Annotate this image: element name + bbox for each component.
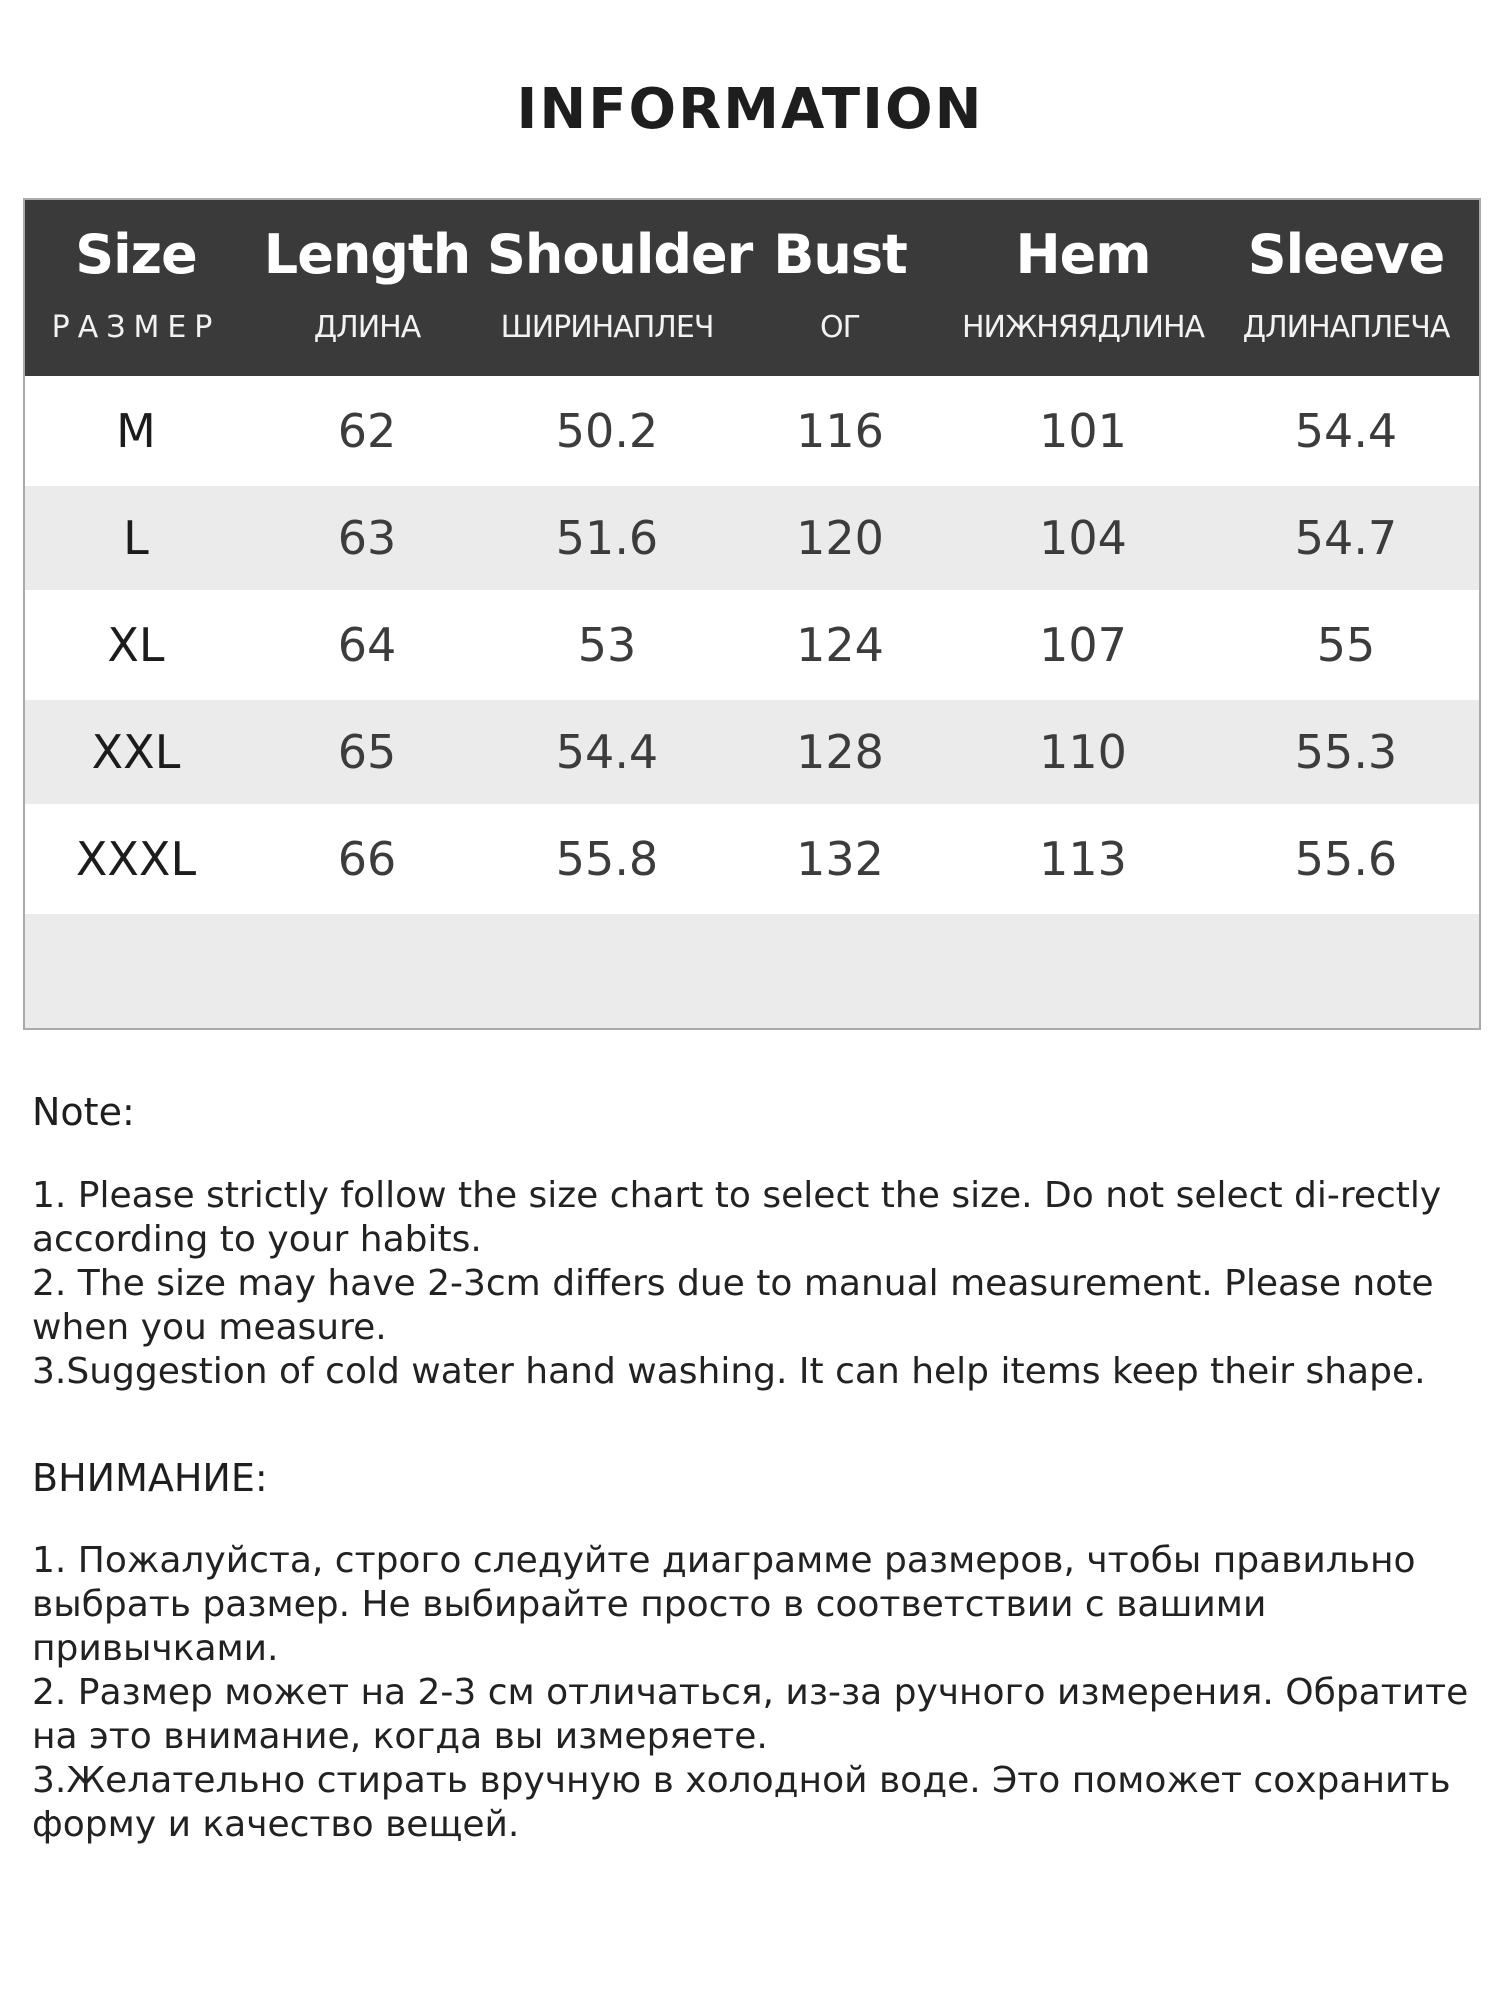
cell-size: L <box>123 511 149 565</box>
note-item: 3.Suggestion of cold water hand washing. It can help items keep their shape. <box>32 1350 1426 1392</box>
cell-size: M <box>116 404 156 458</box>
header-label: Hem <box>1015 223 1151 286</box>
cell-shoulder: 53 <box>577 618 637 672</box>
header-label: Length <box>263 223 471 286</box>
size-table <box>23 198 1481 1030</box>
cell-hem: 101 <box>1039 404 1127 458</box>
note-item: 2. Размер может на 2-3 см отличаться, из-за ручного измерения. Обратите на это внимание, когда вы измеряете. <box>32 1672 1469 1758</box>
header-label: Shoulder <box>487 223 753 286</box>
table-row <box>25 486 1479 590</box>
cell-size: XXXL <box>75 832 197 886</box>
table-row <box>25 804 1479 914</box>
table-row <box>25 700 1479 804</box>
header-sublabel: РАЗМЕР <box>51 310 221 345</box>
header-label: Sleeve <box>1247 223 1445 286</box>
note-item: 1. Please strictly follow the size chart to select the size. Do not select di-rectly according to your habits. <box>32 1174 1442 1260</box>
header-hem <box>953 200 1213 376</box>
cell-length: 63 <box>337 511 397 565</box>
note-heading-ru: ВНИМАНИЕ: <box>32 1455 268 1500</box>
header-sublabel: НИЖНЯЯДЛИНА <box>961 310 1205 345</box>
cell-shoulder: 51.6 <box>555 511 659 565</box>
cell-sleeve: 55.6 <box>1294 832 1398 886</box>
note-item: 1. Пожалуйста, строго следуйте диаграмме размеров, чтобы правильно выбрать размер. Не выбирайте просто в соответствии с вашими привычками. <box>32 1540 1416 1670</box>
header-sublabel: ШИРИНАПЛЕЧ <box>500 310 714 345</box>
cell-shoulder: 50.2 <box>555 404 659 458</box>
cell-hem: 104 <box>1039 511 1127 565</box>
cell-hem: 107 <box>1039 618 1127 672</box>
header-sublabel: ОГ <box>820 310 860 345</box>
header-sublabel: ДЛИНА <box>313 310 421 345</box>
cell-shoulder: 55.8 <box>555 832 659 886</box>
cell-sleeve: 54.7 <box>1294 511 1398 565</box>
note-item: 3.Желательно стирать вручную в холодной воде. Это поможет сохранить форму и качество вещей. <box>32 1760 1451 1846</box>
header-size <box>25 200 247 376</box>
note-list <box>32 1174 1472 1394</box>
cell-size: XL <box>107 618 165 672</box>
header-bust <box>727 200 953 376</box>
cell-bust: 132 <box>796 832 884 886</box>
note-heading: Note: <box>32 1090 135 1134</box>
cell-sleeve: 54.4 <box>1294 404 1398 458</box>
note-item: 2. The size may have 2-3cm differs due to manual measurement. Please note when you measure. <box>32 1262 1434 1348</box>
header-shoulder <box>487 200 753 376</box>
cell-length: 66 <box>337 832 397 886</box>
cell-shoulder: 54.4 <box>555 725 659 779</box>
page-title: INFORMATION <box>516 77 984 142</box>
header-label: Size <box>75 223 197 286</box>
cell-hem: 110 <box>1039 725 1127 779</box>
table-header <box>25 200 1479 376</box>
note-list-ru <box>32 1539 1472 1847</box>
table-row <box>25 590 1479 700</box>
table-row <box>25 376 1479 486</box>
cell-bust: 128 <box>796 725 884 779</box>
cell-sleeve: 55 <box>1316 618 1376 672</box>
notes-section <box>32 1090 1472 1847</box>
cell-bust: 116 <box>796 404 884 458</box>
cell-bust: 124 <box>796 618 884 672</box>
table-body <box>25 376 1479 914</box>
cell-length: 65 <box>337 725 397 779</box>
header-length <box>247 200 487 376</box>
cell-bust: 120 <box>796 511 884 565</box>
cell-length: 62 <box>337 404 397 458</box>
header-sleeve <box>1213 200 1479 376</box>
header-label: Bust <box>773 223 907 286</box>
cell-hem: 113 <box>1039 832 1127 886</box>
cell-length: 64 <box>337 618 397 672</box>
header-sublabel: ДЛИНАПЛЕЧА <box>1242 310 1450 345</box>
cell-sleeve: 55.3 <box>1294 725 1398 779</box>
cell-size: XXL <box>91 725 181 779</box>
